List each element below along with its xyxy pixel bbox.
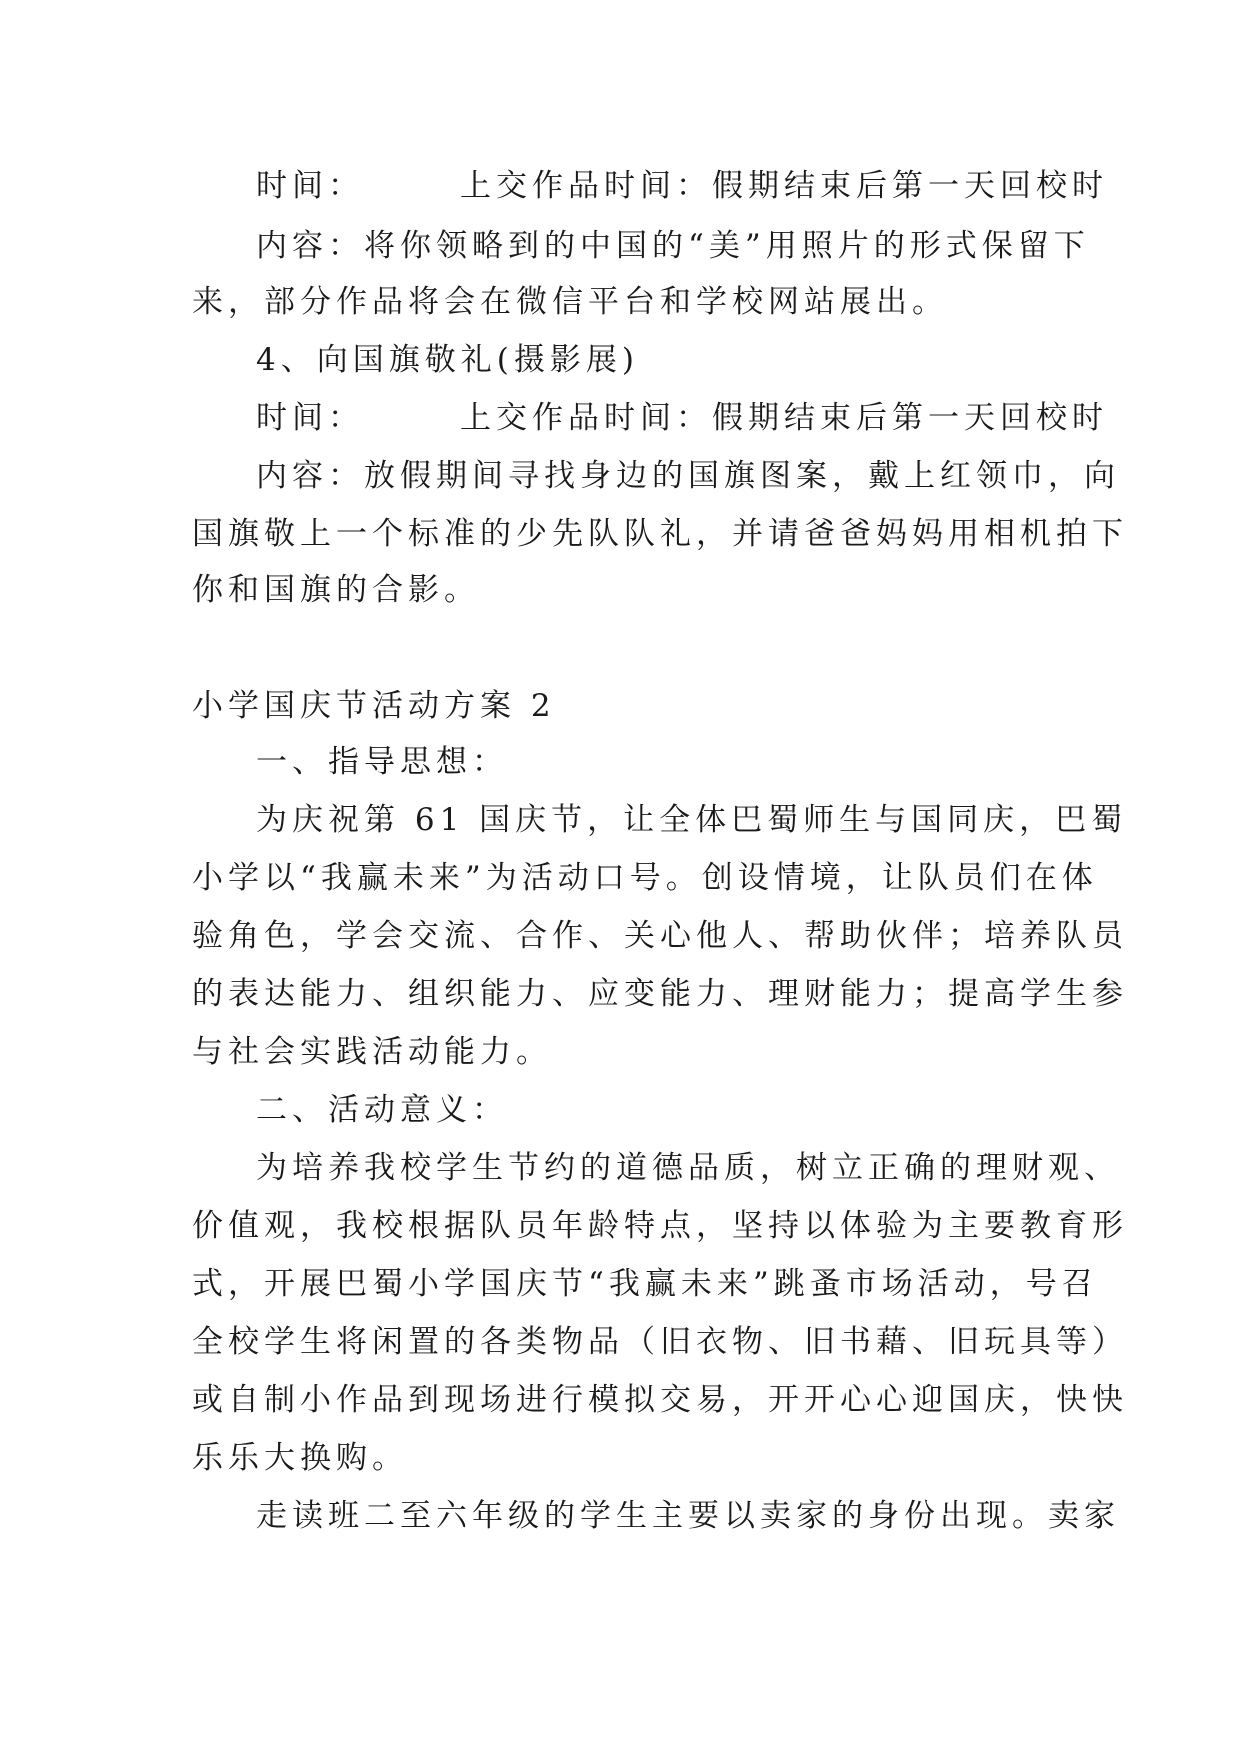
plan-title: 小学国庆节活动方案 2: [192, 688, 556, 724]
paragraph-line: 式，开展巴蜀小学国庆节“我赢未来”跳蚤市场活动，号召: [192, 1266, 1098, 1302]
time-line-1: [256, 166, 1108, 206]
paragraph-line: 乐乐大换购。: [192, 1440, 408, 1476]
section-heading: 一、指导思想：: [256, 744, 508, 780]
content-line: 来，部分作品将会在微信平台和学校网站展出。: [192, 284, 948, 320]
paragraph-line: 或自制小作品到现场进行模拟交易，开开心心迎国庆，快快: [192, 1382, 1128, 1418]
content-line: 你和国旗的合影。: [192, 572, 480, 608]
paragraph-line: 为培养我校学生节约的道德品质，树立正确的理财观、: [256, 1150, 1120, 1186]
paragraph-line: 验角色，学会交流、合作、关心他人、帮助伙伴；培养队员: [192, 918, 1128, 954]
time-line-2: [256, 398, 1108, 438]
time-value: 上交作品时间：假期结束后第一天回校时: [460, 400, 1108, 436]
paragraph-line: 为庆祝第 61 国庆节，让全体巴蜀师生与国同庆，巴蜀: [256, 802, 1128, 838]
section-heading: 4、向国旗敬礼(摄影展): [256, 342, 639, 378]
time-value: 上交作品时间：假期结束后第一天回校时: [460, 168, 1108, 204]
content-line: 内容：将你领略到的中国的“美”用照片的形式保留下: [256, 228, 1090, 264]
content-line: 内容：放假期间寻找身边的国旗图案，戴上红领巾，向: [256, 458, 1120, 494]
paragraph-line: 的表达能力、组织能力、应变能力、理财能力；提高学生参: [192, 976, 1128, 1012]
paragraph-line: 全校学生将闲置的各类物品（旧衣物、旧书藉、旧玩具等）: [192, 1324, 1128, 1360]
paragraph-line: 与社会实践活动能力。: [192, 1034, 552, 1070]
content-line: 国旗敬上一个标准的少先队队礼，并请爸爸妈妈用相机拍下: [192, 516, 1128, 552]
section-heading: 二、活动意义：: [256, 1092, 508, 1128]
time-label: 时间：: [256, 400, 364, 436]
paragraph-line: 价值观，我校根据队员年龄特点，坚持以体验为主要教育形: [192, 1208, 1128, 1244]
time-label: 时间：: [256, 168, 364, 204]
paragraph-line: 走读班二至六年级的学生主要以卖家的身份出现。卖家: [256, 1498, 1120, 1534]
paragraph-line: 小学以“我赢未来”为活动口号。创设情境，让队员们在体: [192, 860, 1098, 896]
